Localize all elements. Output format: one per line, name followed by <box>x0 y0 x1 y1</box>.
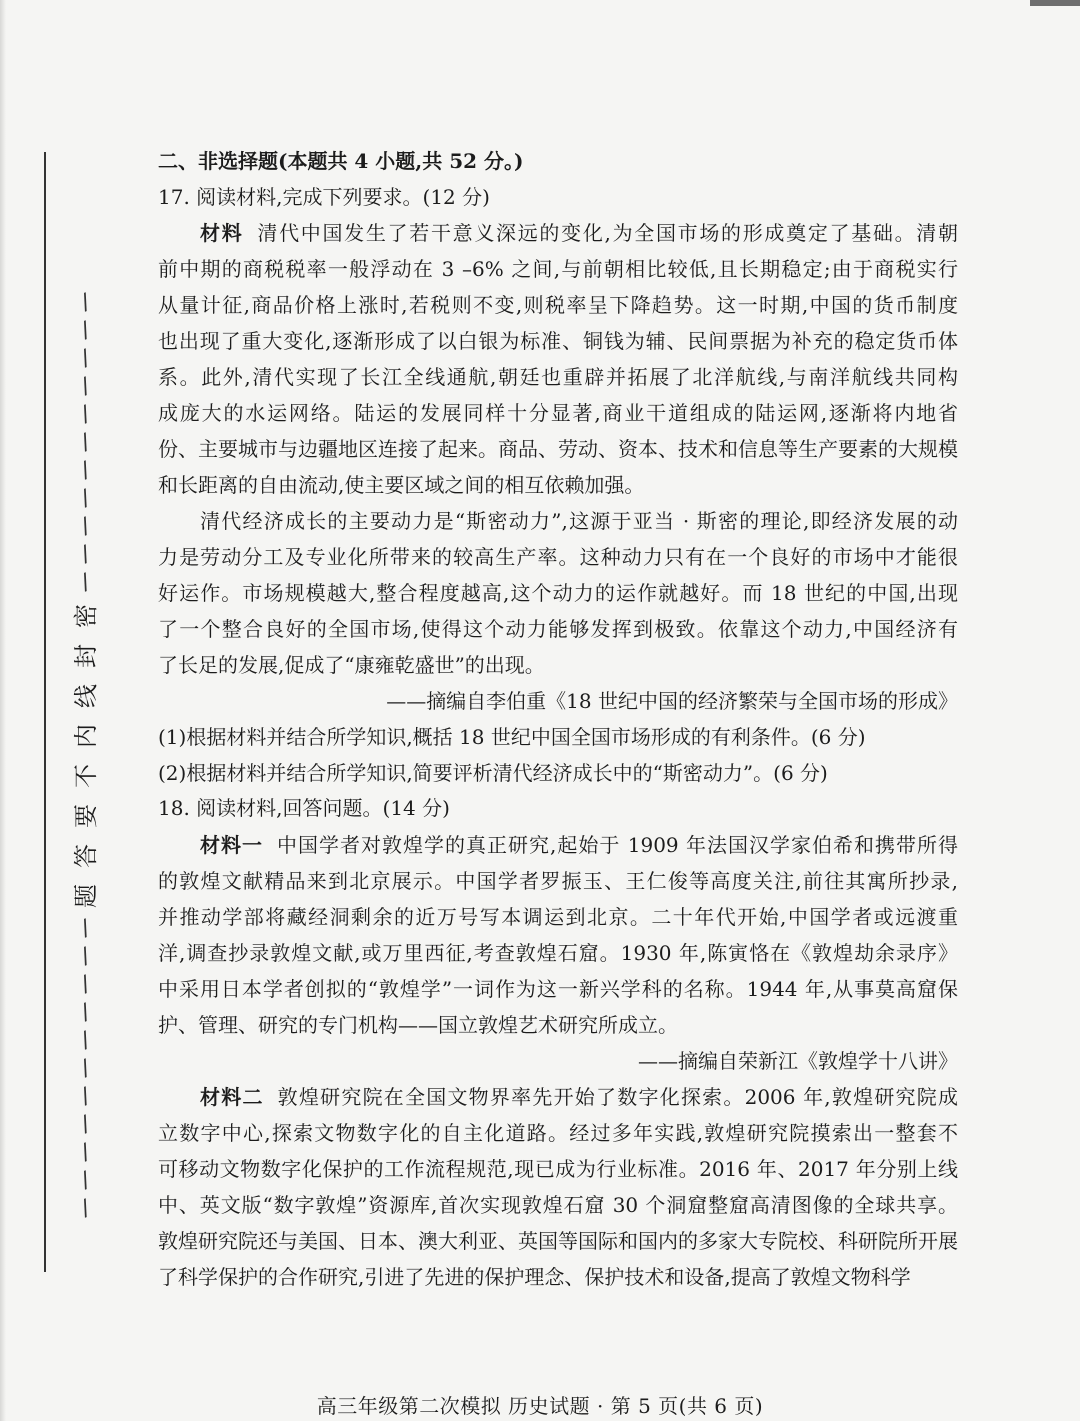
slash-mark: / <box>78 429 94 456</box>
text-line <box>158 647 958 683</box>
slash-mark: / <box>78 1167 94 1194</box>
text-span: 敦煌研究院在全国文物界率先开始了数字化探索。2006 年,敦煌研究院成 <box>277 1084 958 1109</box>
slash-column-bottom <box>78 915 94 1222</box>
text-span: 清代经济成长的主要动力是“斯密动力”,这源于亚当 · 斯密的理论,即经济发展的动 <box>200 509 958 533</box>
text-line <box>158 611 958 647</box>
text-line <box>158 1007 958 1043</box>
material-label: 材料一 <box>200 832 264 857</box>
page-edge-shadow <box>0 0 6 1421</box>
slash-mark: / <box>78 1195 94 1222</box>
section-title: 二、非选择题(本题共 4 小题,共 52 分。) <box>158 149 524 173</box>
text-span: 力是劳动分工及专业化所带来的较高生产率。这种动力只有在一个良好的市场中才能很 <box>158 545 958 569</box>
text-span: 可移动文物数字化保护的工作流程规范,现已成为行业标准。2016 年、2017 年分别上线 <box>158 1156 958 1181</box>
text-line <box>158 863 958 899</box>
slash-mark: / <box>78 971 94 998</box>
text-line <box>158 1115 958 1151</box>
question-17-material-paragraph-2 <box>158 503 958 683</box>
text-line <box>158 323 958 359</box>
text-span: 了长足的发展,促成了“康雍乾盛世”的出现。 <box>158 653 545 677</box>
text-line <box>158 431 958 467</box>
binding-line <box>44 152 46 1272</box>
text-span: 也出现了重大变化,逐渐形成了以白银为标准、铜钱为辅、民间票据为补充的稳定货币体 <box>158 329 958 353</box>
slash-mark: / <box>78 541 94 568</box>
question-17-sub-1: (1)根据材料并结合所学知识,概括 18 世纪中国全国市场形成的有利条件。(6 分) <box>158 725 866 749</box>
seal-char: 线 <box>72 684 100 708</box>
text-line <box>158 539 958 575</box>
slash-mark: / <box>78 1055 94 1082</box>
slash-column-top <box>78 289 94 596</box>
slash-mark: / <box>78 317 94 344</box>
text-span: 和长距离的自由流动,使主要区域之间的相互依赖加强。 <box>158 473 645 497</box>
slash-mark: / <box>78 1083 94 1110</box>
text-line <box>158 1151 958 1187</box>
text-line <box>158 215 958 251</box>
question-18-material-2 <box>158 1079 958 1295</box>
text-line <box>158 971 958 1007</box>
text-span: 敦煌研究院还与美国、日本、澳大利亚、英国等国际和国内的多家大专院校、科研院所开展 <box>158 1228 958 1253</box>
text-line <box>158 287 958 323</box>
seal-line-notice <box>74 596 98 916</box>
text-line <box>158 359 958 395</box>
text-span: 中国学者对敦煌学的真正研究,起始于 1909 年法国汉学家伯希和携带所得 <box>277 832 959 857</box>
question-18-prompt: 18. 阅读材料,回答问题。(14 分) <box>158 796 450 820</box>
slash-mark: / <box>78 915 94 942</box>
text-line <box>158 1187 958 1223</box>
text-span: 系。此外,清代实现了长江全线通航,朝廷也重辟并拓展了北洋航线,与南洋航线共同构 <box>158 365 958 389</box>
slash-mark: / <box>78 1111 94 1138</box>
slash-mark: / <box>78 999 94 1026</box>
question-18-material-1 <box>158 827 958 1043</box>
text-line <box>158 575 958 611</box>
material-label: 材料二 <box>200 1084 264 1109</box>
slash-mark: / <box>78 289 94 316</box>
text-line <box>158 1223 958 1259</box>
text-span: 好运作。市场规模越大,整合程度越高,这个动力的运作就越好。而 18 世纪的中国,出现 <box>158 581 958 605</box>
text-line <box>158 503 958 539</box>
slash-mark: / <box>78 513 94 540</box>
seal-char: 答 <box>72 844 100 868</box>
seal-char: 内 <box>72 724 100 748</box>
text-span: 洋,调查抄录敦煌文献,或万里西征,考查敦煌石窟。1930 年,陈寅恪在《敦煌劫余录序》 <box>158 940 958 965</box>
exam-content <box>158 144 958 1295</box>
text-span: 清代中国发生了若干意义深远的变化,为全国市场的形成奠定了基础。清朝 <box>257 221 958 245</box>
question-17-prompt: 17. 阅读材料,完成下列要求。(12 分) <box>158 184 490 209</box>
text-span: 了一个整合良好的全国市场,使得这个动力能够发挥到极致。依靠这个动力,中国经济有 <box>158 617 958 641</box>
seal-line-margin <box>66 289 106 1222</box>
text-line <box>158 467 958 503</box>
slash-mark: / <box>78 1027 94 1054</box>
material-label: 材料 <box>200 221 244 245</box>
slash-mark: / <box>78 485 94 512</box>
seal-char: 密 <box>72 604 100 628</box>
seal-char: 封 <box>72 644 100 668</box>
page-footer: 高三年级第二次模拟 历史试题 · 第 5 页(共 6 页) <box>316 1394 764 1418</box>
slash-mark: / <box>78 373 94 400</box>
slash-mark: / <box>78 1139 94 1166</box>
text-span: 从量计征,商品价格上涨时,若税则不变,则税率呈下降趋势。这一时期,中国的货币制度 <box>158 293 958 317</box>
question-17-material-paragraph-1 <box>158 215 958 503</box>
slash-mark: / <box>78 569 94 596</box>
text-span: 份、主要城市与边疆地区连接了起来。商品、劳动、资本、技术和信息等生产要素的大规模 <box>158 437 958 461</box>
text-span: 了科学保护的合作研究,引进了先进的保护理念、保护技术和设备,提高了敦煌文物科学 <box>158 1264 911 1289</box>
slash-mark: / <box>78 345 94 372</box>
text-line <box>158 1079 958 1115</box>
question-17-source: ——摘编自李伯重《18 世纪中国的经济繁荣与全国市场的形成》 <box>386 689 958 713</box>
text-span: 并推动学部将藏经洞剩余的近万号写本调运到北京。二十年代开始,中国学者或远渡重 <box>158 904 958 929</box>
text-span: 中、英文版“数字敦煌”资源库,首次实现敦煌石窟 30 个洞窟整窟高清图像的全球共享。 <box>158 1192 958 1217</box>
seal-char: 要 <box>72 804 100 828</box>
slash-mark: / <box>78 401 94 428</box>
question-17-sub-2: (2)根据材料并结合所学知识,简要评析清代经济成长中的“斯密动力”。(6 分) <box>158 761 828 785</box>
text-span: 护、管理、研究的专门机构——国立敦煌艺术研究所成立。 <box>158 1012 678 1037</box>
text-line <box>158 251 958 287</box>
text-line <box>158 899 958 935</box>
slash-mark: / <box>78 943 94 970</box>
text-span: 的敦煌文献精品来到北京展示。中国学者罗振玉、王仁俊等高度关注,前往其寓所抄录, <box>158 868 958 893</box>
text-line <box>158 1259 958 1295</box>
seal-char: 不 <box>72 764 100 788</box>
text-span: 中采用日本学者创拟的“敦煌学”一词作为这一新兴学科的名称。1944 年,从事莫高窟保 <box>158 976 958 1001</box>
slash-mark: / <box>78 457 94 484</box>
text-line <box>158 827 958 863</box>
text-line <box>158 395 958 431</box>
text-line <box>158 935 958 971</box>
seal-char: 题 <box>72 884 100 908</box>
question-18-source-1: ——摘编自荣新江《敦煌学十八讲》 <box>638 1048 958 1073</box>
text-span: 立数字中心,探索文物数字化的自主化道路。经过多年实践,敦煌研究院摸索出一整套不 <box>158 1120 958 1145</box>
scan-corner <box>1030 0 1080 6</box>
text-span: 成庞大的水运网络。陆运的发展同样十分显著,商业干道组成的陆运网,逐渐将内地省 <box>158 401 958 425</box>
text-span: 前中期的商税税率一般浮动在 3 –6% 之间,与前朝相比较低,且长期稳定;由于商税实行 <box>158 257 958 281</box>
